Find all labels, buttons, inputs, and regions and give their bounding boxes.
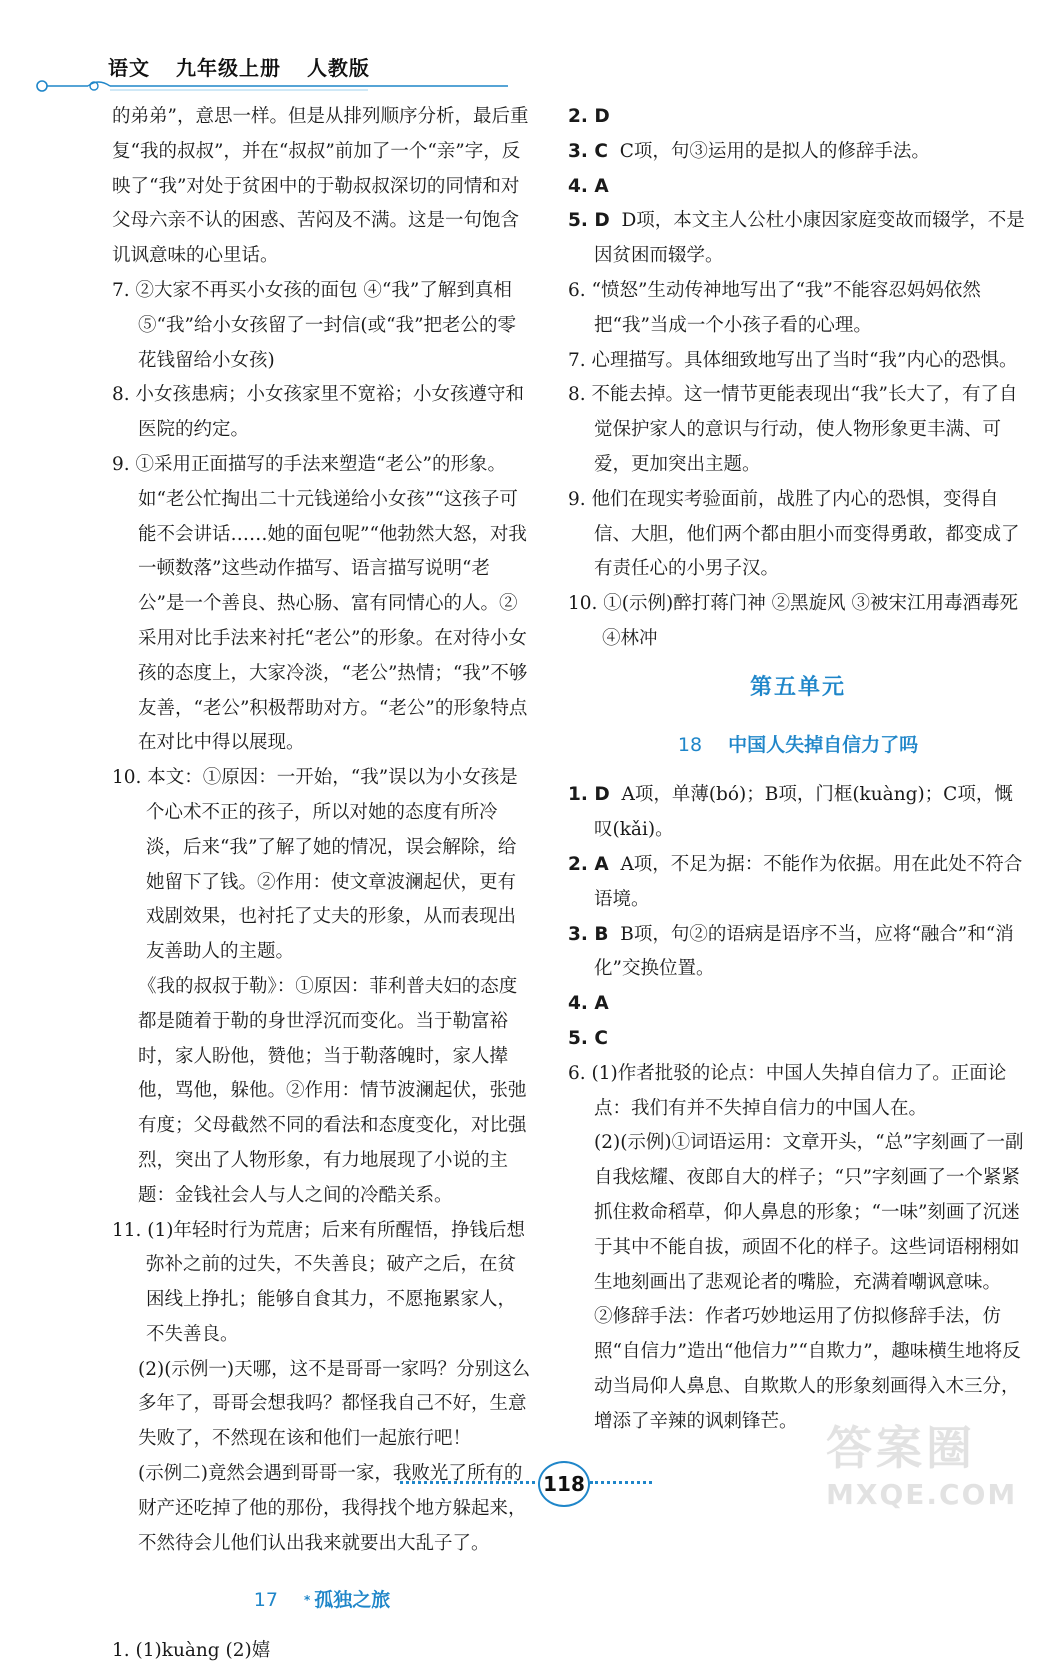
- answer-7: 7. ②大家不再买小女孩的面包 ④“我”了解到真相 ⑤“我”给小女孩留了一封信(或“我”把老公的零花钱留给小女孩): [112, 279, 517, 371]
- answer-r7: 7. 心理描写。具体细致地写出了当时“我”内心的恐惧。: [568, 349, 1018, 371]
- answer-11-part-2: (2)(示例一)天哪，这不是哥哥一家吗？分别这么多年了，哥哥会想我吗？都怪我自己不好，生意失败了，不然现在该和他们一起旅行吧！: [138, 1358, 531, 1450]
- answer-r4-choice: 4. A: [568, 175, 609, 197]
- lesson-18-answer-2: [568, 848, 1028, 918]
- lesson-18-number: 18: [677, 733, 703, 756]
- answer-r2: [568, 100, 1028, 135]
- unit-5-heading: 第五单元: [749, 674, 846, 700]
- answer-r6: 6. “愤怒”生动传神地写出了“我”不能容忍妈妈依然把“我”当成一个小孩子看的心理。: [568, 279, 981, 336]
- lesson-18-answer-6-part-2: (2)(示例)①词语运用：文章开头，“总”字刻画了一副自我炫耀、夜郎自大的样子；“只”字刻画了一个紧紧抓住救命稻草，仰人鼻息的形象；“一味”刻画了沉迷于其中不能自拔，顽固不化的样子。这些词语栩栩如生地刻画出了悲观论者的嘴脸，充满着嘲讽意味。: [594, 1132, 1024, 1293]
- lesson-18-answer-1-choice: 1. D: [568, 784, 610, 806]
- answer-r5-choice: 5. D: [568, 210, 610, 232]
- answer-r8: 8. 不能去掉。这一情节更能表现出“我”长大了，有了自觉保护家人的意识与行动，使人物形象更丰满、可爱，更加突出主题。: [568, 384, 1018, 475]
- answer-r5: [568, 204, 1028, 274]
- lesson-17-title: 孤独之旅: [314, 1589, 391, 1612]
- lesson-17-heading: [112, 1583, 532, 1618]
- lesson-18-answer-6-part-3: ②修辞手法：作者巧妙地运用了仿拟修辞手法，仿照“自信力”造出“他信力”“自欺力”，趣味横生地将反动当局仰人鼻息、自欺欺人的形象刻画得入木三分，增添了辛辣的讽刺锋芒。: [594, 1306, 1021, 1432]
- answer-10-part-b: 《我的叔叔于勒》：①原因：菲利普夫妇的态度都是随着于勒的身世浮沉而变化。当于勒富裕时，家人盼他，赞他；当于勒落魄时，家人撵他，骂他，躲他。②作用：情节波澜起伏，张弛有度；父母截然不同的看法和态度变化，对比强烈，突出了人物形象，有力地展现了小说的主题：金钱社会人与人之间的冷酷关系。: [138, 975, 527, 1206]
- answer-9: 9. ①采用正面描写的手法来塑造“老公”的形象。如“老公忙掏出二十元钱递给小女孩”“这孩子可能不会讲话……她的面包呢”“他勃然大怒，对我一顿数落”这些动作描写、语言描写说明“老公”是一个善良、热心肠、富有同情心的人。②采用对比手法来衬托“老公”的形象。在对待小女孩的态度上，大家冷淡，“老公”热情；“我”不够友善，“老公”积极帮助对方。“老公”的形象特点在对比中得以展现。: [112, 453, 528, 754]
- lesson-18-answer-3: [568, 918, 1028, 988]
- answer-r9: 9. 他们在现实考验面前，战胜了内心的恐惧，变得自信、大胆，他们两个都由胆小而变得勇敢，都变成了有责任心的小男子汉。: [568, 488, 1020, 580]
- watermark-bottom: MXQE.COM: [826, 1478, 1018, 1511]
- lesson-18-answer-2-choice: 2. A: [568, 853, 609, 875]
- answer-r10: 10. ①(示例)醉打蒋门神 ②黑旋风 ③被宋江用毒酒毒死 ④林冲: [568, 593, 1018, 649]
- lesson-18-answer-5: [568, 1022, 1028, 1057]
- lesson-18-answer-1-text: A项，单薄(bó)；B项，门框(kuàng)；C项，慨叹(kǎi)。: [594, 784, 1013, 841]
- lesson-18-answer-3-choice: 3. B: [568, 923, 609, 945]
- answer-r5-text: D项，本文主人公杜小康因家庭变故而辍学，不是因贫困而辍学。: [594, 210, 1025, 267]
- lesson-18-answer-3-text: B项，句②的语病是语序不当，应将“融合”和“消化”交换位置。: [594, 923, 1014, 980]
- lesson-18-heading: [568, 728, 1028, 763]
- answer-r3: [568, 135, 1028, 170]
- lesson-18-answer-4: [568, 987, 1028, 1022]
- lesson-18-answer-4-choice: 4. A: [568, 993, 609, 1015]
- footer-dots-left: [400, 1481, 535, 1486]
- footer-dots-right: [590, 1481, 652, 1486]
- lesson-18-answer-1: [568, 778, 1028, 848]
- watermark-logo: [826, 1412, 1026, 1522]
- left-paragraph-continued: 的弟弟”，意思一样。但是从排列顺序分析，最后重复“我的叔叔”，并在“叔叔”前加了一个“亲”字，反映了“我”对处于贫困中的于勒叔叔深切的同情和对父母六亲不认的困惑、苦闷及不满。这是一句饱含讥讽意味的心里话。: [112, 106, 529, 267]
- lesson-18-title: 中国人失掉自信力了吗: [728, 733, 919, 756]
- answer-11-part-1: 11. (1)年轻时行为荒唐；后来有所醒悟，挣钱后想弥补之前的过失，不失善良；破产之后，在贫困线上挣扎；能够自食其力，不愿拖累家人，不失善良。: [112, 1219, 526, 1345]
- right-column: [568, 100, 1028, 1439]
- answer-10-part-a: 10. 本文：①原因：一开始，“我”误以为小女孩是个心术不正的孩子，所以对她的态度有所冷淡，后来“我”了解了她的情况，误会解除，给她留下了钱。②作用：使文章波澜起伏，更有戏剧效果，也衬托了丈夫的形象，从而表现出友善助人的主题。: [112, 767, 518, 963]
- answer-11-part-3: (示例二)竟然会遇到哥哥一家，我败光了所有的财产还吃掉了他的那份，我得找个地方躲起来，不然待会儿他们认出我来就要出大乱子了。: [138, 1463, 527, 1554]
- answer-8: 8. 小女孩患病；小女孩家里不宽裕；小女孩遵守和医院的约定。: [112, 384, 525, 441]
- header-edition: 人教版: [306, 56, 370, 80]
- header-grade: 九年级上册: [175, 56, 281, 80]
- lesson-17-star: *: [303, 1593, 311, 1608]
- lesson-18-answer-6-part-1: 6. (1)作者批驳的论点：中国人失掉自信力了。正面论点：我们有并不失掉自信力的中国人在。: [568, 1062, 1007, 1119]
- left-column: [112, 100, 532, 1669]
- answer-r4: [568, 170, 1028, 205]
- answer-r3-choice: 3. C: [568, 140, 608, 162]
- answer-r2-choice: 2. D: [568, 106, 610, 127]
- header-decoration-icon: [28, 76, 508, 102]
- header-subject: 语文: [108, 56, 150, 80]
- lesson-18-answer-2-text: A项，不足为据：不能作为依据。用在此处不符合语境。: [594, 853, 1023, 910]
- watermark-top: 答案圈: [826, 1421, 976, 1475]
- page-number: 118: [538, 1461, 590, 1507]
- lesson-17-answer-1: 1. (1)kuàng (2)嬉: [112, 1640, 271, 1662]
- lesson-18-answer-5-choice: 5. C: [568, 1027, 608, 1049]
- answer-r3-text: C项，句③运用的是拟人的修辞手法。: [619, 140, 930, 162]
- lesson-17-number: 17: [253, 1589, 278, 1612]
